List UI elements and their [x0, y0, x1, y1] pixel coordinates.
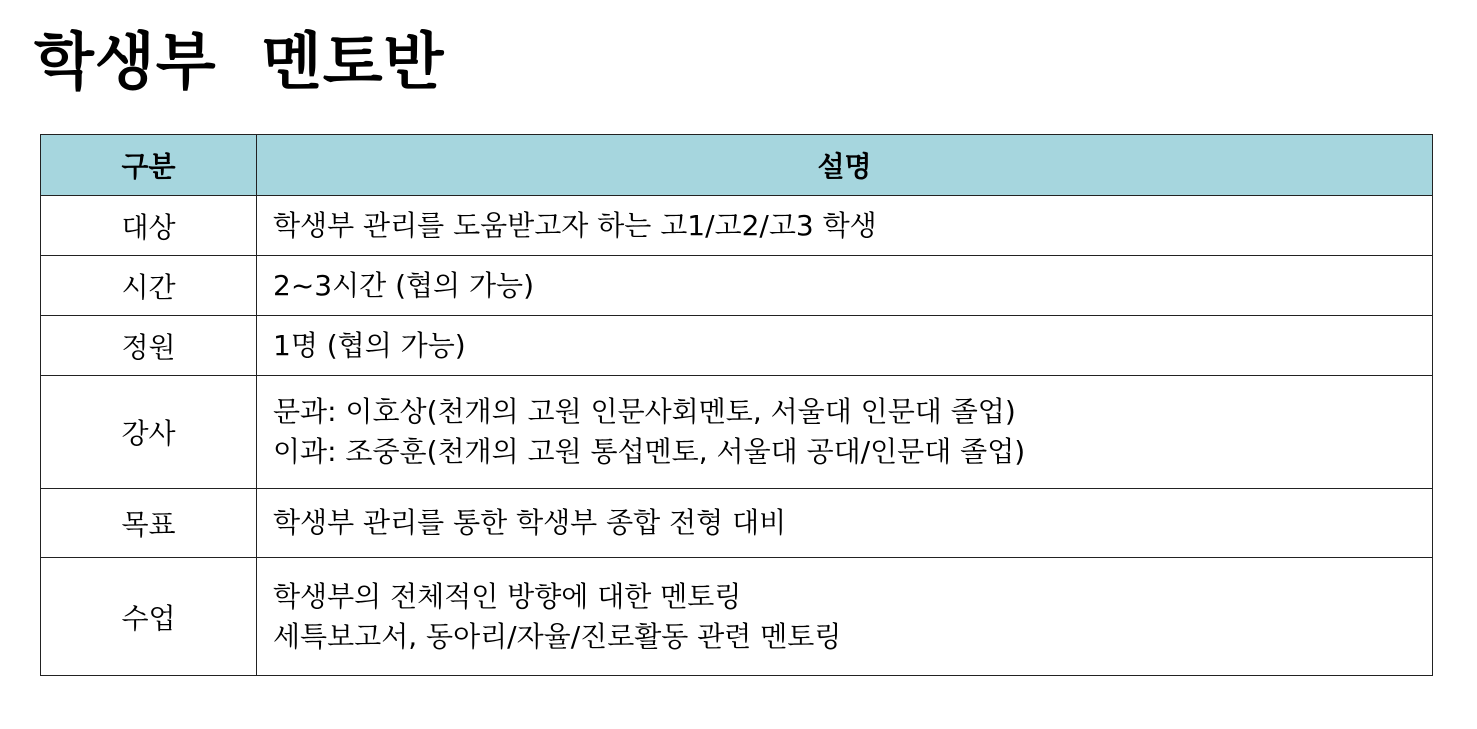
table-row: [41, 558, 1433, 676]
row-category: 강사: [41, 376, 257, 489]
column-header-description: 설명: [257, 135, 1433, 196]
row-category: 정원: [41, 316, 257, 376]
row-category: 대상: [41, 196, 257, 256]
row-description: [257, 256, 1433, 316]
row-category: 시간: [41, 256, 257, 316]
table-row: [41, 489, 1433, 558]
description-line: 학생부의 전체적인 방향에 대한 멘토링: [273, 579, 742, 613]
description-line: 학생부 관리를 통한 학생부 종합 전형 대비: [273, 506, 787, 539]
row-description: [257, 558, 1433, 676]
table-row: [41, 256, 1433, 316]
table-row: [41, 316, 1433, 376]
description-line: 세특보고서, 동아리/자율/진로활동 관련 멘토링: [273, 619, 842, 653]
row-description: [257, 196, 1433, 256]
description-line: 문과: 이호상(천개의 고원 인문사회멘토, 서울대 인문대 졸업): [273, 395, 1016, 428]
row-description: [257, 489, 1433, 558]
row-category: 목표: [41, 489, 257, 558]
description-line: 1명 (협의 가능): [273, 328, 466, 362]
row-category: 수업: [41, 558, 257, 676]
table-row: [41, 196, 1433, 256]
description-line: 이과: 조중훈(천개의 고원 통섭멘토, 서울대 공대/인문대 졸업): [273, 435, 1026, 468]
page-title: 학생부 멘토반: [34, 25, 445, 98]
row-description: [257, 376, 1433, 489]
table-row: [41, 376, 1433, 489]
description-line: 2~3시간 (협의 가능): [273, 268, 535, 302]
table-header-row: [41, 135, 1433, 196]
description-line: 학생부 관리를 도움받고자 하는 고1/고2/고3 학생: [273, 208, 877, 242]
info-table: [40, 134, 1433, 676]
column-header-category: 구분: [41, 135, 257, 196]
row-description: [257, 316, 1433, 376]
